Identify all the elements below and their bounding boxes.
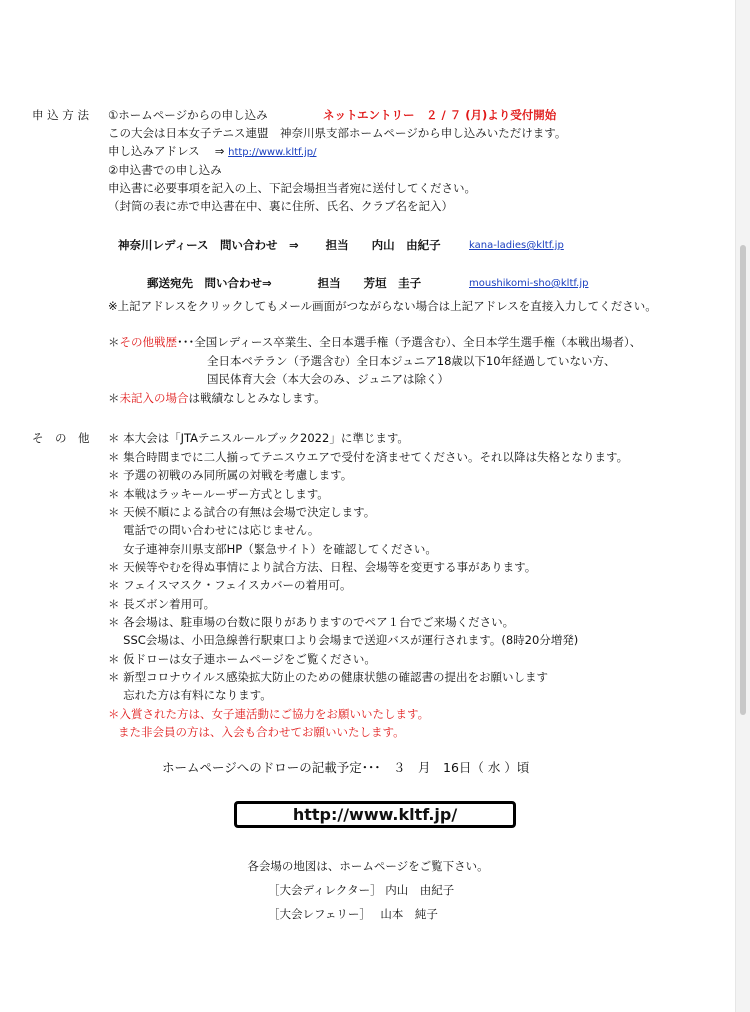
other-item: ＊ 天候等やむを得ぬ事情により試合方法、日程、会場等を変更する事があります。 <box>108 560 537 574</box>
tournament-referee: ［大会レフェリー］ 山本 純子 <box>268 907 438 921</box>
other-item: ＊ 仮ドローは女子連ホームページをご覧ください。 <box>108 652 376 666</box>
other-item: ＊ 本戦はラッキールーザー方式とします。 <box>108 487 329 501</box>
map-note: 各会場の地図は、ホームページをご覧下さい。 <box>247 859 489 873</box>
mail-email-link[interactable]: moushikomi-sho@kltf.jp <box>469 278 589 289</box>
address-label: 申し込みアドレス ⇒ <box>108 144 225 158</box>
other-item: ＊ 天候不順による試合の有無は会場で決定します。 <box>108 505 376 519</box>
application-line3: （封筒の表に赤で申込書在中、裏に住所、氏名、クラブ名を記入） <box>108 199 453 213</box>
other-item: SSC会場は、小田急線善行駅東口より会場まで送迎バスが運行されます。(8時20分増発) <box>108 633 579 647</box>
other-item: 女子連神奈川県支部HP（緊急サイト）を確認してください。 <box>108 542 437 556</box>
scrollbar-thumb[interactable] <box>740 245 746 715</box>
kanagawa-contact: 神奈川レディース 問い合わせ ⇒ 担当 内山 由紀子 <box>118 238 441 252</box>
net-entry-notice: ネットエントリー ２ / ７ (月)より受付開始 <box>323 108 557 122</box>
other-item: ＊ 集合時間までに二人揃ってテニスウエアで受付を済ませてください。それ以降は失格となります。 <box>108 450 629 464</box>
application-line1: この大会は日本女子テニス連盟 神奈川県支部ホームページから申し込みいただけます。 <box>108 126 567 140</box>
history-line2: 全日本ベテラン（予選含む）全日本ジュニア18歳以下10年経過していない方、 <box>207 354 616 368</box>
other-item: ＊ 本大会は「JTAテニスルールブック2022」に準じます。 <box>108 431 409 445</box>
draw-schedule: ホームページへのドローの記載予定･･･ ３ 月 16日（ 水 ）頃 <box>162 760 530 775</box>
other-item: ＊ 予選の初戦のみ同所属の対戦を考慮します。 <box>108 468 353 482</box>
vertical-scrollbar[interactable] <box>735 0 750 1012</box>
history-text1: ･･･全国レディース卒業生、全日本選手権（予選含む）、全日本学生選手権（本戦出場者）、 <box>177 335 642 349</box>
address-note: ※上記アドレスをクリックしてもメール画面がつながらない場合は上記アドレスを直接入力してください。 <box>108 299 657 313</box>
other-item: ＊ 長ズボン着用可。 <box>108 597 216 611</box>
history-star: ＊ <box>108 335 120 349</box>
unfilled-star: ＊ <box>108 391 120 405</box>
history-line1 <box>108 334 641 350</box>
address-row <box>108 143 317 161</box>
history-line3: 国民体育大会（本大会のみ、ジュニアは除く） <box>207 372 449 386</box>
other-item: 電話での問い合わせには応じません。 <box>108 523 320 537</box>
unfilled-note <box>108 390 326 406</box>
method2-text: ②申込書での申し込み <box>108 163 222 177</box>
kanagawa-email-link[interactable]: kana-ladies@kltf.jp <box>469 240 564 251</box>
other-label: そ の 他 <box>32 431 90 445</box>
membership-note: また非会員の方は、入会も合わせてお願いいたします。 <box>118 725 405 739</box>
method1-text: ①ホームページからの申し込み <box>108 108 268 122</box>
tournament-director: ［大会ディレクター］ 内山 由紀子 <box>268 883 455 897</box>
other-item: 忘れた方は有料になります。 <box>108 688 272 702</box>
other-item: ＊ 各会場は、駐車場の台数に限りがありますのでペア１台でご来場ください。 <box>108 615 515 629</box>
award-note: ＊入賞された方は、女子連活動にご協力をお願いいたします。 <box>108 707 430 721</box>
application-label: 申 込 方 法 <box>32 108 89 122</box>
other-item: ＊ フェイスマスク・フェイスカバーの着用可。 <box>108 578 352 592</box>
mail-contact: 郵送宛先 問い合わせ⇒ 担当 芳垣 圭子 <box>147 276 422 290</box>
homepage-url-box[interactable]: http://www.kltf.jp/ <box>234 801 516 828</box>
application-line2: 申込書に必要事項を記入の上、下記会場担当者宛に送付してください。 <box>108 181 476 195</box>
other-item: ＊ 新型コロナウイルス感染拡大防止のための健康状態の確認書の提出をお願いします <box>108 670 548 684</box>
address-link[interactable]: http://www.kltf.jp/ <box>228 147 317 158</box>
unfilled-label: 未記入の場合 <box>119 391 189 405</box>
history-label: その他戦歴 <box>119 335 177 349</box>
unfilled-text: は戦績なしとみなします。 <box>188 391 326 405</box>
